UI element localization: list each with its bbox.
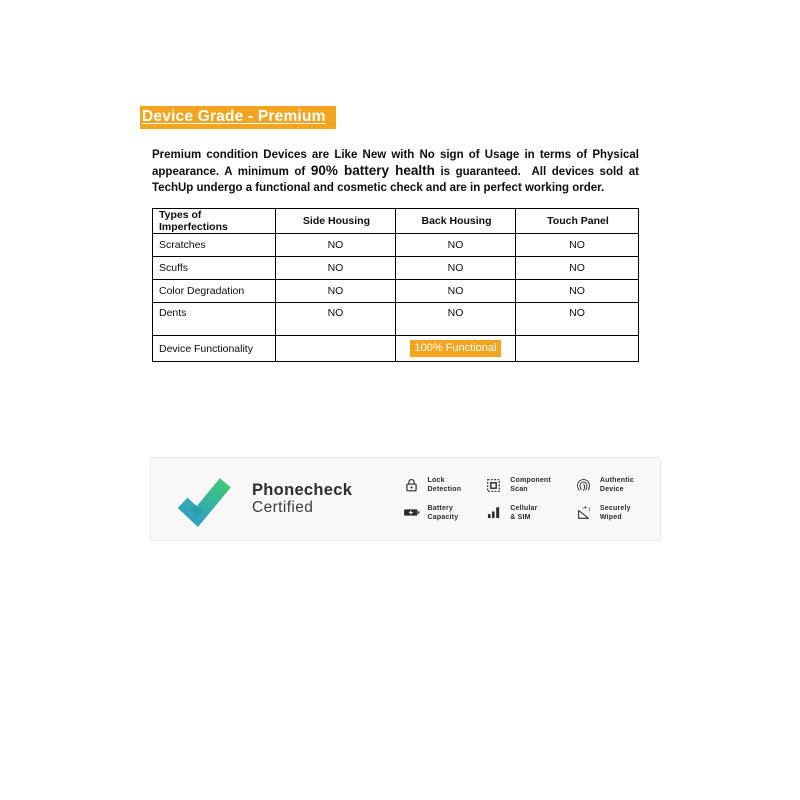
lock-icon xyxy=(403,477,420,494)
table-row-scratches xyxy=(153,234,639,257)
feature-label: Cellular & SIM xyxy=(510,504,538,521)
table-cell: NO xyxy=(275,257,395,280)
feature-authentic-device xyxy=(575,476,634,494)
battery-icon xyxy=(403,504,420,521)
table-cell: NO xyxy=(395,280,515,303)
column-header-touch-panel: Touch Panel xyxy=(516,209,639,234)
table-cell xyxy=(516,336,639,362)
feature-label: Securely Wiped xyxy=(599,504,631,521)
phonecheck-logo-text xyxy=(252,482,352,516)
intro-text-1: Premium condition Devices are Like New with No sign of Usage in terms of Physical appearance. A minimum of xyxy=(152,149,639,178)
imperfections-table xyxy=(152,208,639,362)
table-cell: NO xyxy=(275,234,395,257)
page-title-highlight: Device Grade - Premium xyxy=(140,106,336,129)
feature-label: Lock Detection xyxy=(427,477,462,494)
phonecheck-logo xyxy=(175,471,352,527)
row-label: Scuffs xyxy=(153,257,276,280)
table-row-device-functionality xyxy=(153,336,639,362)
phonecheck-checkmark-icon xyxy=(175,471,232,527)
feature-label: Component Scan xyxy=(510,477,551,494)
feature-cellular-sim xyxy=(485,504,551,522)
table-row-color-degradation xyxy=(153,280,639,303)
intro-text-2: is guaranteed. All devices sold at TechUp undergo a functional and cosmetic check and are in perfect working order. xyxy=(152,166,639,194)
feature-label: Authentic Device xyxy=(599,477,634,494)
table-cell: NO xyxy=(516,303,639,336)
table-cell: NO xyxy=(516,280,639,303)
brand-name: Phonecheck xyxy=(252,481,353,500)
table-cell xyxy=(395,336,515,362)
table-row-dents xyxy=(153,303,639,336)
feature-battery-capacity xyxy=(403,504,462,522)
table-cell: NO xyxy=(275,303,395,336)
feature-lock-detection xyxy=(403,476,462,494)
wipe-icon xyxy=(575,504,592,521)
table-cell: NO xyxy=(395,234,515,257)
table-row-scuffs xyxy=(153,257,639,280)
fingerprint-icon xyxy=(575,477,592,494)
intro-paragraph xyxy=(152,147,639,196)
table-cell: NO xyxy=(516,234,639,257)
column-header-types: Types of Imperfections xyxy=(153,209,276,234)
row-label: Scratches xyxy=(153,234,276,257)
battery-health-emphasis: 90% battery health xyxy=(310,163,435,178)
table-cell: NO xyxy=(395,257,515,280)
table-cell xyxy=(275,336,395,362)
column-header-back-housing: Back Housing xyxy=(395,209,515,234)
table-cell: NO xyxy=(395,303,515,336)
certification-features xyxy=(403,476,634,521)
phonecheck-certified-banner xyxy=(150,457,661,541)
functional-status-highlight: 100% Functional xyxy=(410,340,502,357)
page-title xyxy=(140,106,336,129)
certified-label: Certified xyxy=(252,498,314,516)
row-label: Color Degradation xyxy=(153,280,276,303)
feature-label: Battery Capacity xyxy=(427,504,459,521)
table-header-row xyxy=(153,209,639,234)
feature-securely-wiped xyxy=(575,504,634,522)
chip-icon xyxy=(485,477,502,494)
column-header-side-housing: Side Housing xyxy=(275,209,395,234)
row-label: Dents xyxy=(153,303,276,336)
feature-component-scan xyxy=(485,476,551,494)
table-cell: NO xyxy=(275,280,395,303)
row-label: Device Functionality xyxy=(153,336,276,362)
table-cell: NO xyxy=(516,257,639,280)
signal-bars-icon xyxy=(485,504,502,521)
